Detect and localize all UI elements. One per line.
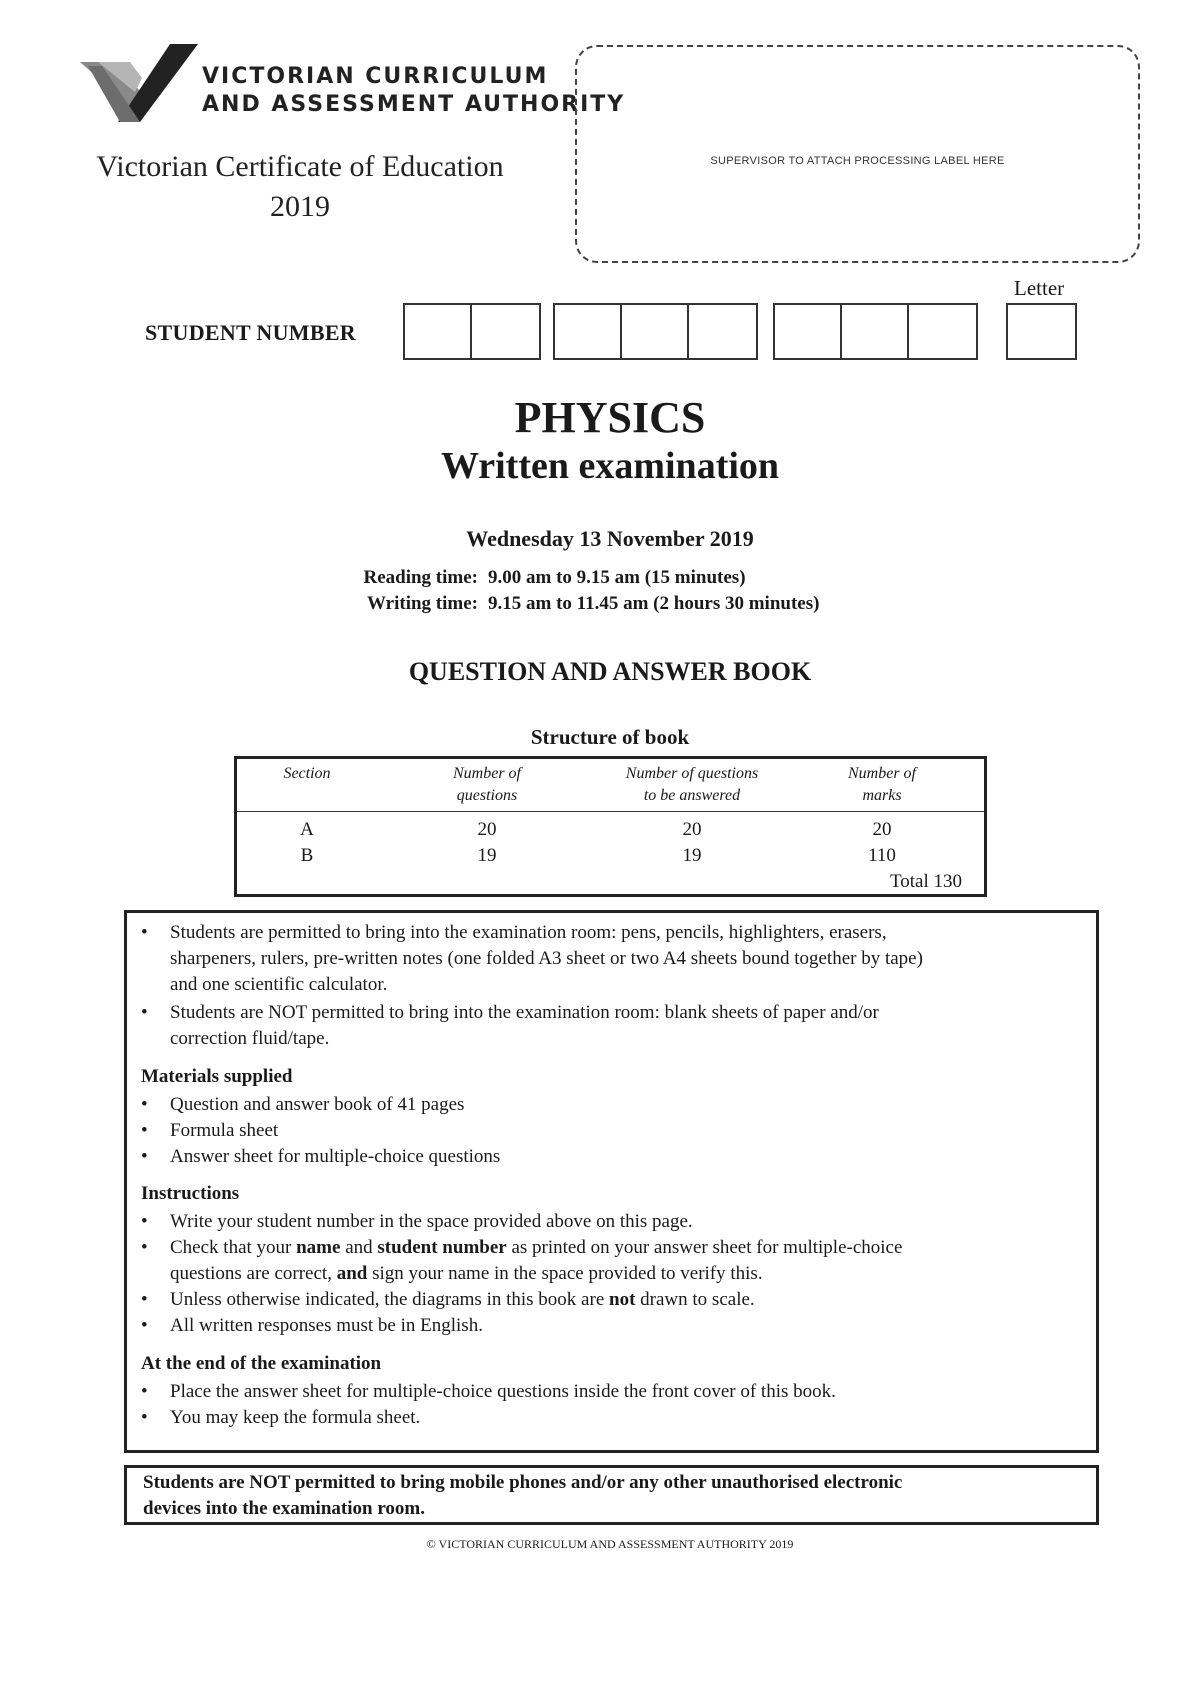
- bullet: •: [141, 1407, 148, 1428]
- reading-time-value: 9.00 am to 9.15 am (15 minutes): [488, 567, 746, 588]
- instruction-item-1: Write your student number in the space provided above on this page.: [170, 1211, 693, 1232]
- bullet: •: [141, 1237, 148, 1258]
- structure-table: [234, 756, 987, 897]
- bold-name: name: [296, 1237, 341, 1258]
- table-row-b-marks: 110: [868, 845, 896, 866]
- bullet: •: [141, 1146, 148, 1167]
- instruction-item-2: [170, 1235, 902, 1287]
- bullet: •: [141, 1120, 148, 1141]
- text-fragment: as printed on your answer sheet for multiple-choice: [506, 1237, 903, 1258]
- student-number-digit[interactable]: [622, 305, 689, 358]
- table-row-b-section: B: [300, 845, 314, 866]
- structure-title: Structure of book: [530, 725, 690, 749]
- warning-line1: Students are NOT permitted to bring mobile phones and/or any other unauthorised electronic: [143, 1472, 903, 1493]
- bullet: •: [141, 922, 148, 943]
- exam-date: Wednesday 13 November 2019: [466, 526, 754, 551]
- materials-heading: Materials supplied: [141, 1066, 293, 1087]
- student-number-digit[interactable]: [842, 305, 909, 358]
- writing-time-row: [338, 593, 819, 615]
- instruction-item-3: [170, 1287, 755, 1313]
- text-fragment: drawn to scale.: [635, 1289, 755, 1310]
- student-number-digit[interactable]: [689, 305, 756, 358]
- not-permitted-text: [170, 1000, 879, 1052]
- header-section: Section: [283, 765, 331, 782]
- instructions-heading: Instructions: [141, 1183, 240, 1204]
- instruction-item-2-line2: [170, 1261, 902, 1287]
- end-item: You may keep the formula sheet.: [170, 1407, 421, 1428]
- copyright: © VICTORIAN CURRICULUM AND ASSESSMENT AUTHORITY 2019: [426, 1537, 794, 1551]
- bullet: •: [141, 1002, 148, 1023]
- materials-item: Formula sheet: [170, 1120, 279, 1141]
- header-marks-line1: Number of: [848, 765, 916, 782]
- org-name-line1: VICTORIAN CURRICULUM: [202, 64, 549, 89]
- exam-subtitle: Written examination: [440, 445, 780, 487]
- table-row-a-questions: 20: [477, 819, 497, 840]
- processing-label-area: [575, 45, 1140, 263]
- subject-title: PHYSICS: [514, 393, 706, 442]
- student-number-group-3[interactable]: [773, 303, 978, 360]
- reading-time-row: [338, 567, 746, 589]
- table-row-a-section: A: [300, 819, 314, 840]
- end-item: Place the answer sheet for multiple-choice questions inside the front cover of this book.: [170, 1381, 836, 1402]
- header-number-of-questions: [407, 763, 567, 807]
- not-permitted-line2: correction fluid/tape.: [170, 1028, 330, 1049]
- permitted-line2: sharpeners, rulers, pre-written notes (one folded A3 sheet or two A4 sheets bound together by tape): [170, 948, 923, 969]
- student-number-label: STUDENT NUMBER: [145, 320, 356, 345]
- bullet: •: [141, 1094, 148, 1115]
- bold-and: and: [336, 1263, 368, 1284]
- student-letter-cell[interactable]: [1008, 305, 1075, 358]
- table-row-a-marks: 20: [872, 819, 892, 840]
- bullet: •: [141, 1289, 148, 1310]
- book-title: QUESTION AND ANSWER BOOK: [408, 657, 812, 686]
- warning-line2: devices into the examination room.: [143, 1498, 425, 1519]
- vcaa-checkmark-icon: [80, 44, 200, 124]
- student-number-digit[interactable]: [909, 305, 976, 358]
- text-fragment: Check that your: [170, 1237, 297, 1258]
- permitted-line3: and one scientific calculator.: [170, 974, 388, 995]
- text-fragment: and: [340, 1237, 378, 1258]
- bullet: •: [141, 1381, 148, 1402]
- table-row-a-answered: 20: [682, 819, 702, 840]
- header-marks-line2: marks: [862, 787, 902, 804]
- header-number-of-marks: [802, 763, 962, 807]
- text-fragment: sign your name in the space provided to verify this.: [367, 1263, 763, 1284]
- vcaa-logo: [80, 44, 626, 124]
- student-number-digit[interactable]: [405, 305, 472, 358]
- header-questions-line2: questions: [456, 787, 518, 804]
- certificate-title: Victorian Certificate of Education: [96, 150, 504, 183]
- materials-item: Question and answer book of 41 pages: [170, 1094, 465, 1115]
- bullet: •: [141, 1315, 148, 1336]
- table-row-b-answered: 19: [682, 845, 702, 866]
- header-questions-line1: Number of: [453, 765, 521, 782]
- instruction-item-4: All written responses must be in English.: [170, 1315, 483, 1336]
- header-answered-line1: Number of questions: [625, 765, 759, 782]
- header-answered-line2: to be answered: [643, 787, 741, 804]
- letter-label: Letter: [1014, 276, 1065, 300]
- not-permitted-line1: Students are NOT permitted to bring into the examination room: blank sheets of paper and/or: [170, 1002, 879, 1023]
- materials-item: Answer sheet for multiple-choice questions: [170, 1146, 501, 1167]
- header-questions-answered: [577, 763, 807, 807]
- text-fragment: Unless otherwise indicated, the diagrams in this book are: [170, 1289, 610, 1310]
- student-number-digit[interactable]: [775, 305, 842, 358]
- org-name-line2: AND ASSESSMENT AUTHORITY: [202, 92, 626, 117]
- table-total: Total 130: [889, 871, 962, 892]
- instruction-item-2-line1: [170, 1235, 902, 1261]
- student-number-digit[interactable]: [472, 305, 539, 358]
- student-number-group-2[interactable]: [553, 303, 758, 360]
- student-number-digit[interactable]: [555, 305, 622, 358]
- text-fragment: questions are correct,: [170, 1263, 337, 1284]
- bold-not: not: [609, 1289, 636, 1310]
- permitted-line1: Students are permitted to bring into the examination room: pens, pencils, highlighters, erasers,: [170, 922, 887, 943]
- table-row-b-questions: 19: [477, 845, 497, 866]
- bullet: •: [141, 1211, 148, 1232]
- table-header-rule: [237, 811, 984, 812]
- bold-student-number: student number: [377, 1237, 507, 1258]
- reading-time-label: Reading time:: [363, 567, 478, 588]
- permitted-text: [170, 920, 923, 998]
- student-number-group-1[interactable]: [403, 303, 541, 360]
- writing-time-label: Writing time:: [367, 593, 478, 614]
- student-letter-box[interactable]: [1006, 303, 1077, 360]
- writing-time-value: 9.15 am to 11.45 am (2 hours 30 minutes): [488, 593, 820, 614]
- warning-text: [143, 1470, 1083, 1522]
- certificate-year: 2019: [270, 190, 330, 223]
- processing-label-text: SUPERVISOR TO ATTACH PROCESSING LABEL HERE: [710, 155, 1005, 167]
- end-heading: At the end of the examination: [141, 1353, 382, 1374]
